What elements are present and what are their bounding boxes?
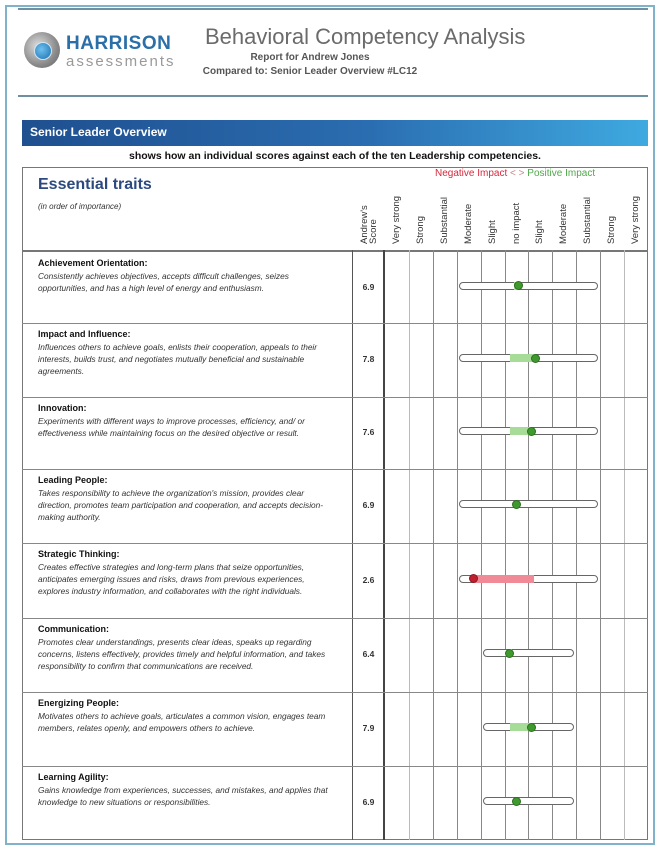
competency-description: Creates effective strategies and long-term plans that seize opportunities, anticipates emerging issues and risks, draws from previous experiences, explores industry information, and collaborates with the right individuals. (38, 562, 305, 597)
scale-header (385, 180, 409, 244)
impact-legend (435, 168, 595, 179)
section-band (22, 120, 648, 146)
score-marker (505, 649, 514, 658)
range-track (459, 282, 598, 290)
score-value: 7.6 (362, 427, 375, 437)
positive-impact-label: Positive Impact (527, 168, 596, 179)
range-track (459, 500, 598, 508)
scale-header-label: no impact (510, 202, 522, 244)
logo-brand: HARRISON (66, 33, 172, 54)
competency-description: Influences others to achieve goals, enlists their cooperation, appeals to their interests, builds trust, and negotiates mutually beneficial and sustainable agreements. (38, 342, 318, 377)
scale-header (528, 180, 552, 244)
harrison-logo (22, 30, 182, 74)
scale-header-label: Substantial (582, 196, 594, 244)
scale-header-label: Moderate (558, 203, 570, 244)
header-bottom-rule (18, 95, 648, 97)
section-title: Senior Leader Overview (30, 125, 167, 139)
logo-sub: assessments (66, 53, 176, 70)
logo-emblem-icon (24, 32, 60, 68)
score-value: 7.9 (362, 723, 375, 733)
scale-header-label: Strong (414, 216, 426, 244)
competency-description: Consistently achieves objectives, accepts difficult challenges, seizes opportunities, and has a high level of energy and enthusiasm. (38, 271, 289, 294)
scale-header (409, 180, 433, 244)
competency-name: Achievement Orientation: (38, 258, 148, 268)
score-value: 7.8 (362, 354, 375, 364)
range-track (483, 797, 575, 805)
score-value: 6.9 (362, 797, 375, 807)
score-value: 2.6 (362, 574, 375, 585)
score-marker (527, 427, 536, 436)
competency-name: Strategic Thinking: (38, 549, 120, 559)
scale-header-label: Slight (534, 220, 546, 244)
score-value: 6.9 (362, 281, 375, 292)
negative-fill (473, 575, 534, 583)
scale-header (505, 180, 529, 244)
compared-to: Compared to: Senior Leader Overview #LC12 (202, 66, 418, 77)
scale-header-label: Slight (486, 220, 498, 244)
competency-name: Leading People: (38, 475, 108, 485)
competency-name: Communication: (38, 624, 109, 634)
competency-name: Innovation: (38, 403, 87, 413)
score-marker (512, 500, 521, 509)
score-marker (512, 797, 521, 806)
score-value: 6.4 (362, 649, 375, 659)
score-column-header: Andrew's Score (359, 205, 379, 244)
scale-header-label: Very strong (391, 195, 402, 244)
competency-description: Experiments with different ways to improve processes, efficiency, and/ or effectiveness while maintaining focus on the desired objective or result. (38, 416, 305, 439)
negative-impact-label: Negative Impact (435, 168, 508, 179)
competency-description: Motivates others to achieve goals, articulates a common vision, engages team members, relates openly, and empowers others to achieve. (38, 711, 326, 734)
scale-header (481, 180, 505, 244)
scale-header (576, 180, 600, 244)
scale-header (624, 180, 648, 244)
table-title: Essential traits (38, 176, 152, 193)
score-value: 6.9 (362, 500, 375, 510)
score-marker (469, 574, 478, 583)
scale-header-label: Moderate (462, 203, 474, 244)
scale-header (552, 180, 576, 244)
report-for: Report for Andrew Jones (250, 52, 370, 63)
range-track (483, 649, 575, 657)
impact-arrows: < > (510, 168, 525, 179)
table-subtitle: (in order of importance) (38, 202, 122, 211)
competency-name: Impact and Influence: (38, 329, 131, 339)
score-marker (531, 354, 540, 363)
competency-description: Gains knowledge from experiences, successes, and mistakes, and applies that knowledge to new situations or responsibilities. (38, 785, 328, 808)
scale-header-label: Very strong (630, 195, 641, 244)
scale-header (457, 180, 481, 244)
competency-description: Promotes clear understandings, presents clear ideas, speaks up regarding concerns, listens effectively, provides timely and helpful information, and takes responsibility to confirm that communications are received. (38, 637, 326, 672)
scale-header-label: Substantial (438, 196, 450, 244)
score-marker (527, 723, 536, 732)
section-description: shows how an individual scores against each of the ten Leadership competencies. (129, 150, 541, 162)
competency-description: Takes responsibility to achieve the organization's mission, provides clear direction, promotes team participation and cooperation, and accepts decision-making authority. (38, 488, 324, 523)
scale-header (433, 180, 457, 244)
scale-header (600, 180, 624, 244)
competency-name: Learning Agility: (38, 772, 109, 782)
competency-name: Energizing People: (38, 698, 120, 708)
scale-header-label: Strong (606, 216, 618, 244)
page-title: Behavioral Competency Analysis (205, 24, 526, 49)
